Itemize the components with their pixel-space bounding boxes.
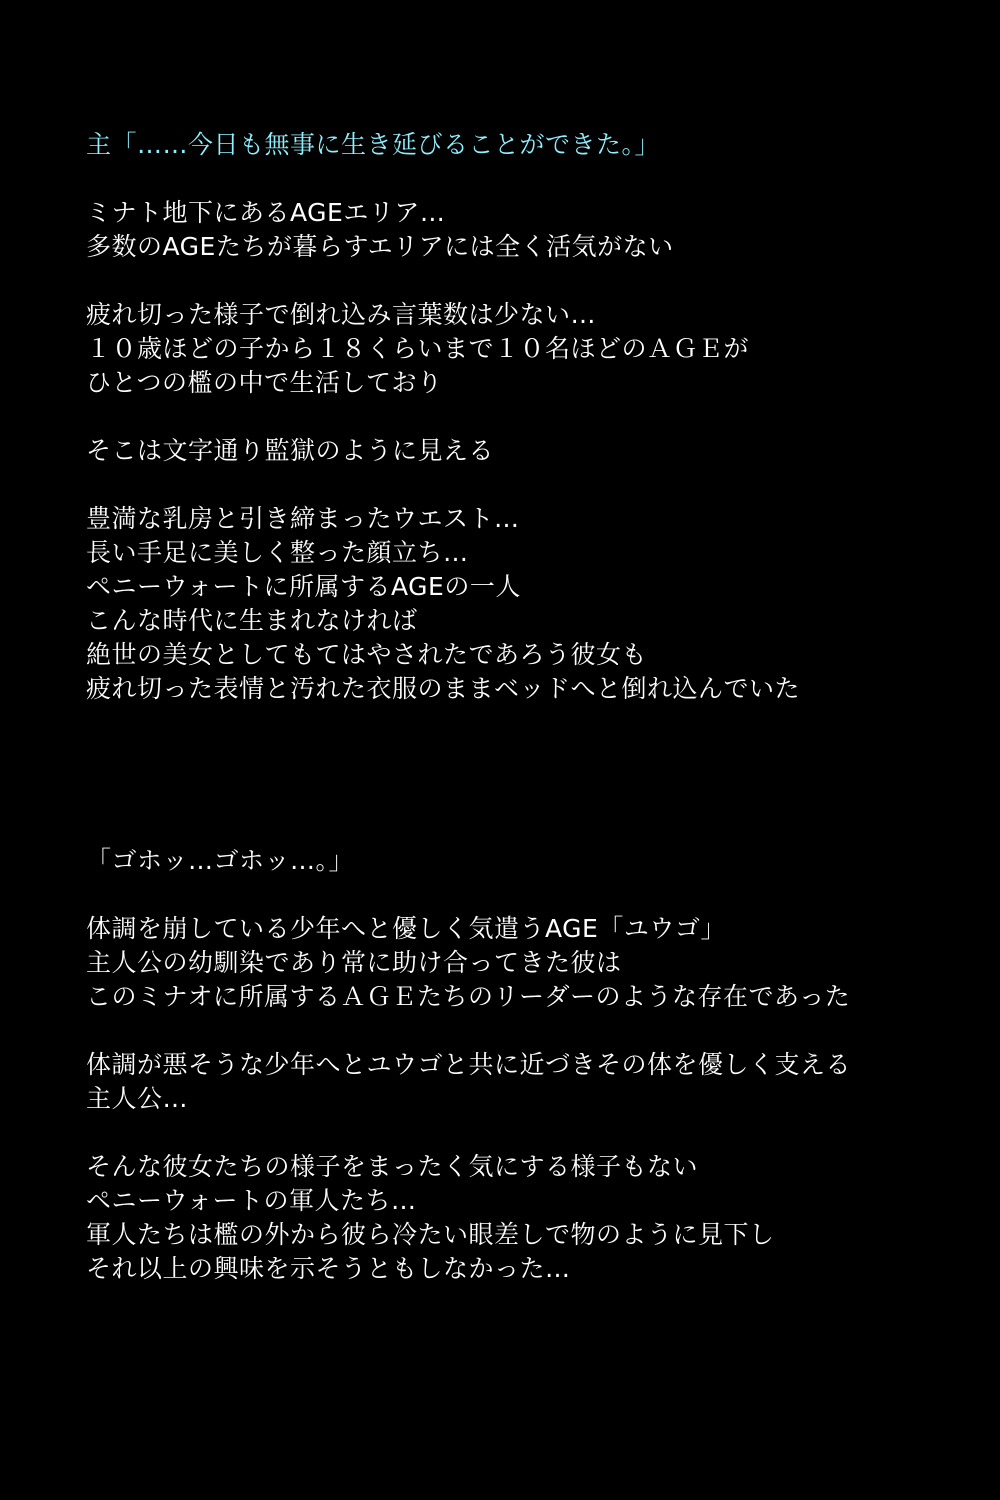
- paragraph-gap: [86, 468, 966, 502]
- narration-line: ペニーウォートの軍人たち…: [86, 1186, 417, 1215]
- narration-line: こんな時代に生まれなければ: [86, 606, 418, 635]
- narration-line: ひとつの檻の中で生活しており: [86, 368, 443, 397]
- narration-line: 長い手足に美しく整った顔立ち…: [86, 538, 469, 567]
- narration-line: そこは文字通り監獄のように見える: [86, 436, 495, 465]
- narration-text-block: [86, 128, 966, 1286]
- narration-line: 軍人たちは檻の外から彼ら冷たい眼差しで物のように見下し: [86, 1220, 775, 1249]
- narration-line: そんな彼女たちの様子をまったく気にする様子もない: [86, 1152, 699, 1181]
- narration-line: 疲れ切った様子で倒れ込み言葉数は少ない…: [86, 300, 597, 329]
- narration-line: 豊満な乳房と引き締まったウエスト…: [86, 504, 520, 533]
- paragraph-gap: [86, 264, 966, 298]
- paragraph-gap: [86, 400, 966, 434]
- section-gap: [86, 706, 966, 844]
- narration-line: 主人公の幼馴染であり常に助け合ってきた彼は: [86, 948, 622, 977]
- narration-line: 絶世の美女としてもてはやされたであろう彼女も: [86, 640, 648, 669]
- narration-line: 疲れ切った表情と汚れた衣服のままベッドへと倒れ込んでいた: [86, 674, 801, 703]
- narration-line: 体調を崩している少年へと優しく気遣うAGE「ユウゴ」: [86, 914, 726, 943]
- narration-line: ミナト地下にあるAGEエリア…: [86, 198, 446, 227]
- paragraph-gap: [86, 878, 966, 912]
- narration-line: 主人公…: [86, 1084, 189, 1113]
- paragraph-gap: [86, 1014, 966, 1048]
- narration-line: 体調が悪そうな少年へとユウゴと共に近づきその体を優しく支える: [86, 1050, 852, 1079]
- narration-line: 多数のAGEたちが暮らすエリアには全く活気がない: [86, 232, 674, 261]
- cough-dialogue-line: 「ゴホッ…ゴホッ…。」: [86, 846, 355, 875]
- protagonist-dialogue-line: 主「……今日も無事に生き延びることができた。」: [86, 130, 661, 159]
- narration-line: １０歳ほどの子から１８くらいまで１０名ほどのＡＧＥが: [86, 334, 750, 363]
- narration-line: このミナオに所属するＡＧＥたちのリーダーのような存在であった: [86, 982, 851, 1011]
- paragraph-gap: [86, 162, 966, 196]
- narration-line: それ以上の興味を示そうともしなかった…: [86, 1254, 571, 1283]
- narration-line: ペニーウォートに所属するAGEの一人: [86, 572, 521, 601]
- paragraph-gap: [86, 1116, 966, 1150]
